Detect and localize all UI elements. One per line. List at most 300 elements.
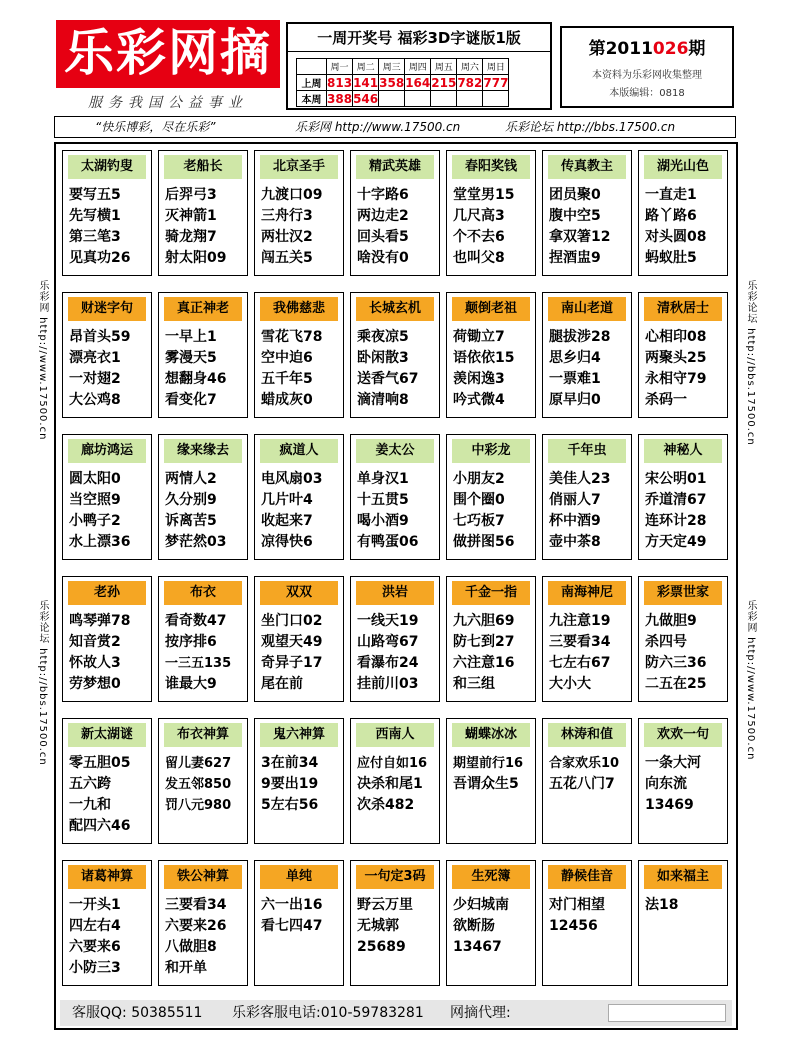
period-title bbox=[562, 34, 732, 59]
riddle-card-lines bbox=[165, 327, 247, 411]
riddle-line: 拿双箸12 bbox=[549, 229, 611, 245]
riddle-card bbox=[254, 576, 344, 702]
riddle-line: 久分别9 bbox=[165, 492, 217, 508]
riddle-card bbox=[542, 434, 632, 560]
riddle-line: 和开单 bbox=[165, 960, 207, 976]
riddle-line: 一线天19 bbox=[357, 613, 419, 629]
riddle-card bbox=[350, 860, 440, 986]
riddle-line bbox=[645, 958, 727, 979]
riddle-line: 堂堂男15 bbox=[453, 187, 515, 203]
riddle-line: 三要看34 bbox=[165, 897, 227, 913]
riddle-card-title: 中彩龙 bbox=[452, 439, 530, 463]
riddle-line: 吾谓众生5 bbox=[453, 776, 519, 792]
riddle-card-title: 廊坊鸿运 bbox=[68, 439, 146, 463]
riddle-card-lines bbox=[69, 895, 151, 979]
riddle-line: 见真功26 bbox=[69, 250, 131, 266]
riddle-line: 六要来26 bbox=[165, 918, 227, 934]
riddle-line: 闯五关5 bbox=[261, 250, 313, 266]
logo-text: 乐彩网摘 bbox=[64, 24, 272, 82]
riddle-line: 欲断肠 bbox=[453, 918, 495, 934]
riddle-line: 方天定49 bbox=[645, 534, 707, 550]
this-week-row bbox=[297, 91, 509, 107]
riddle-line bbox=[453, 958, 535, 979]
riddle-line: 五六跨 bbox=[69, 776, 111, 792]
riddle-card bbox=[158, 434, 248, 560]
riddle-line: 后羿弓3 bbox=[165, 187, 217, 203]
riddle-line: 空中迫6 bbox=[261, 350, 313, 366]
riddle-card-title: 如来福主 bbox=[644, 865, 722, 889]
riddle-card-title: 太湖钓叟 bbox=[68, 155, 146, 179]
riddle-line: 3在前34 bbox=[261, 755, 319, 771]
slogan-quote: “快乐博彩，尽在乐彩” bbox=[95, 120, 216, 134]
riddle-line: 罚八元980 bbox=[165, 798, 232, 813]
riddle-line: 和三组 bbox=[453, 676, 495, 692]
riddle-line bbox=[357, 816, 439, 837]
riddle-line: 啥没有0 bbox=[357, 250, 409, 266]
riddle-line: 劳梦想0 bbox=[69, 676, 121, 692]
riddle-card-lines bbox=[357, 185, 439, 269]
riddle-card bbox=[158, 292, 248, 418]
riddle-line: 七巧板7 bbox=[453, 513, 505, 529]
riddle-line: 三要看34 bbox=[549, 634, 611, 650]
riddle-card-title: 彩票世家 bbox=[644, 581, 722, 605]
riddle-card-title: 南海神尼 bbox=[548, 581, 626, 605]
riddle-line: 圆太阳0 bbox=[69, 471, 121, 487]
riddle-line: 知音赏2 bbox=[69, 634, 121, 650]
day-header: 周三 bbox=[379, 59, 405, 75]
riddle-line: 腿拔涉28 bbox=[549, 329, 611, 345]
riddle-line: 个不去6 bbox=[453, 229, 505, 245]
riddle-line: 荷锄立7 bbox=[453, 329, 505, 345]
draw-number bbox=[405, 91, 431, 107]
riddle-card-title: 缘来缘去 bbox=[164, 439, 242, 463]
riddle-line: 挂前川03 bbox=[357, 676, 419, 692]
riddle-card-title: 单纯 bbox=[260, 865, 338, 889]
riddle-line: 原早归0 bbox=[549, 392, 601, 408]
draw-number: 777 bbox=[483, 75, 509, 90]
riddle-line: 十五贯5 bbox=[357, 492, 409, 508]
riddle-card-lines bbox=[165, 185, 247, 269]
riddle-line: 送香气67 bbox=[357, 371, 419, 387]
riddle-line: 蚂蚁肚5 bbox=[645, 250, 697, 266]
riddle-card bbox=[542, 860, 632, 986]
riddle-line: 射太阳09 bbox=[165, 250, 227, 266]
draw-number: 813 bbox=[327, 75, 353, 90]
riddle-line bbox=[261, 937, 343, 958]
riddle-line: 也叫父8 bbox=[453, 250, 505, 266]
footer-bar bbox=[60, 1000, 732, 1026]
riddle-line: 七左右67 bbox=[549, 655, 611, 671]
riddle-line bbox=[645, 916, 727, 937]
riddle-card bbox=[62, 576, 152, 702]
riddle-card-title: 湖光山色 bbox=[644, 155, 722, 179]
riddle-line: 杯中酒9 bbox=[549, 513, 601, 529]
riddle-card-lines bbox=[261, 185, 343, 269]
riddle-card-lines bbox=[261, 611, 343, 695]
riddle-card bbox=[350, 434, 440, 560]
riddle-line: 发五邻850 bbox=[165, 777, 232, 792]
riddle-line: 小朋友2 bbox=[453, 471, 505, 487]
riddle-line: 期望前行16 bbox=[453, 756, 524, 771]
riddle-line: 小鸭子2 bbox=[69, 513, 121, 529]
riddle-line: 两聚头25 bbox=[645, 350, 707, 366]
riddle-line: 几片叶4 bbox=[261, 492, 313, 508]
riddle-line: 九做胆9 bbox=[645, 613, 697, 629]
riddle-card bbox=[446, 576, 536, 702]
riddle-line: 收起来7 bbox=[261, 513, 313, 529]
riddle-card-lines bbox=[69, 611, 151, 695]
riddle-line: 心相印08 bbox=[645, 329, 707, 345]
last-week-row bbox=[297, 75, 509, 91]
riddle-card bbox=[638, 150, 728, 276]
forum-link[interactable]: 乐彩论坛 http://bbs.17500.cn bbox=[505, 120, 676, 134]
riddle-line: 杀码一 bbox=[645, 392, 687, 408]
riddle-card-title: 北京圣手 bbox=[260, 155, 338, 179]
riddle-card-title: 铁公神算 bbox=[164, 865, 242, 889]
riddle-card bbox=[638, 860, 728, 986]
side-text-right-top: 乐彩论坛 http://bbs.17500.cn bbox=[745, 280, 756, 446]
riddle-line: 回头看5 bbox=[357, 229, 409, 245]
riddle-card-title: 长城玄机 bbox=[356, 297, 434, 321]
riddle-card-title: 真正神老 bbox=[164, 297, 242, 321]
riddle-line: 九注意19 bbox=[549, 613, 611, 629]
riddle-card bbox=[638, 576, 728, 702]
riddle-line: 坐门口02 bbox=[261, 613, 323, 629]
side-text-right-bottom: 乐彩网 http://www.17500.cn bbox=[745, 600, 756, 761]
riddle-line: 看瀑布24 bbox=[357, 655, 419, 671]
riddle-line: 5左右56 bbox=[261, 797, 319, 813]
riddle-line: 两边走2 bbox=[357, 208, 409, 224]
day-header: 周日 bbox=[483, 59, 509, 75]
riddle-line: 无城郭 bbox=[357, 918, 399, 934]
riddle-line: 第三笔3 bbox=[69, 229, 121, 245]
draw-number: 782 bbox=[457, 75, 483, 90]
period-suffix: 期 bbox=[688, 39, 706, 59]
riddle-line: 一票难1 bbox=[549, 371, 601, 387]
riddle-line: 当空照9 bbox=[69, 492, 121, 508]
riddle-card bbox=[446, 150, 536, 276]
riddle-line: 怀故人3 bbox=[69, 655, 121, 671]
draw-number bbox=[457, 91, 483, 107]
riddle-line: 围个圈0 bbox=[453, 492, 505, 508]
riddle-line: 四左右4 bbox=[69, 918, 121, 934]
riddle-line: 十字路6 bbox=[357, 187, 409, 203]
riddle-card-title: 布衣 bbox=[164, 581, 242, 605]
draw-number bbox=[431, 91, 457, 107]
riddle-line bbox=[357, 958, 439, 979]
riddle-line: 要写五5 bbox=[69, 187, 121, 203]
riddle-card-title: 西南人 bbox=[356, 723, 434, 747]
riddle-card-lines bbox=[549, 469, 631, 553]
riddle-line: 二五在25 bbox=[645, 676, 707, 692]
riddle-card bbox=[254, 860, 344, 986]
riddle-line: 按序排6 bbox=[165, 634, 217, 650]
riddle-card-title: 新太湖谜 bbox=[68, 723, 146, 747]
draw-results-table bbox=[296, 58, 509, 107]
riddle-line: 六注意16 bbox=[453, 655, 515, 671]
riddle-card-lines bbox=[549, 611, 631, 695]
draw-results-title: 一周开奖号 福彩3D字谜版1版 bbox=[288, 24, 550, 52]
riddle-card bbox=[446, 292, 536, 418]
draw-number bbox=[483, 91, 509, 107]
riddle-line bbox=[645, 937, 727, 958]
riddle-line: 蜡成灰0 bbox=[261, 392, 313, 408]
riddle-card-title: 南山老道 bbox=[548, 297, 626, 321]
riddle-card-lines bbox=[453, 327, 535, 411]
riddle-line: 有鸭蛋06 bbox=[357, 534, 419, 550]
draw-number bbox=[379, 91, 405, 107]
riddle-card-lines bbox=[549, 753, 631, 837]
riddle-card-lines bbox=[645, 895, 727, 979]
riddle-line: 团员聚0 bbox=[549, 187, 601, 203]
riddle-line bbox=[453, 816, 535, 837]
day-header: 周五 bbox=[431, 59, 457, 75]
service-phone: 乐彩客服电话:010-59783281 bbox=[232, 1005, 424, 1021]
riddle-card bbox=[254, 150, 344, 276]
riddle-line: 六要来6 bbox=[69, 939, 121, 955]
riddle-line: 合家欢乐10 bbox=[549, 756, 620, 771]
riddle-line: 诉离苦5 bbox=[165, 513, 217, 529]
riddle-line: 水上漂36 bbox=[69, 534, 131, 550]
service-qq: 客服QQ: 50385511 bbox=[72, 1005, 203, 1021]
riddle-card-title: 清秋居士 bbox=[644, 297, 722, 321]
riddle-card-title: 我佛慈悲 bbox=[260, 297, 338, 321]
riddle-line: 一开头1 bbox=[69, 897, 121, 913]
riddle-card-title: 疯道人 bbox=[260, 439, 338, 463]
riddle-card-lines bbox=[69, 753, 151, 837]
riddle-line: 五千年5 bbox=[261, 371, 313, 387]
riddle-card-lines bbox=[645, 611, 727, 695]
riddle-line: 决杀和尾1 bbox=[357, 776, 423, 792]
riddle-line bbox=[261, 816, 343, 837]
riddle-line: 一条大河 bbox=[645, 755, 701, 771]
riddle-card-title: 蝴蝶冰冰 bbox=[452, 723, 530, 747]
riddle-card-lines bbox=[69, 327, 151, 411]
riddle-card-lines bbox=[645, 327, 727, 411]
riddle-card-lines bbox=[357, 753, 439, 837]
riddle-card-lines bbox=[165, 469, 247, 553]
side-text-left-bottom: 乐彩论坛 http://bbs.17500.cn bbox=[37, 600, 48, 766]
riddle-card-title: 传真教主 bbox=[548, 155, 626, 179]
riddle-line: 思乡归4 bbox=[549, 350, 601, 366]
riddle-card bbox=[158, 718, 248, 844]
riddle-line: 昂首头59 bbox=[69, 329, 131, 345]
riddle-line: 六一出16 bbox=[261, 897, 323, 913]
riddle-card-lines bbox=[69, 469, 151, 553]
riddle-line: 应付自如16 bbox=[357, 756, 428, 771]
riddle-card-lines bbox=[165, 753, 247, 837]
draw-number: 546 bbox=[353, 91, 379, 106]
riddle-card-lines bbox=[549, 327, 631, 411]
riddle-line: 连环计28 bbox=[645, 513, 707, 529]
riddle-line: 做拼图56 bbox=[453, 534, 515, 550]
riddle-card bbox=[62, 434, 152, 560]
this-week-label: 本周 bbox=[297, 91, 327, 107]
riddle-line: 大小大 bbox=[549, 676, 591, 692]
riddle-card-lines bbox=[645, 185, 727, 269]
riddle-card-title: 千金一指 bbox=[452, 581, 530, 605]
riddle-card-title: 双双 bbox=[260, 581, 338, 605]
riddle-line: 山路弯67 bbox=[357, 634, 419, 650]
riddle-card bbox=[446, 718, 536, 844]
riddle-line: 三舟行3 bbox=[261, 208, 313, 224]
table-corner bbox=[297, 59, 327, 75]
riddle-card-lines bbox=[357, 895, 439, 979]
period-number: 026 bbox=[652, 39, 689, 59]
riddle-card-lines bbox=[453, 469, 535, 553]
riddle-card-title: 欢欢一句 bbox=[644, 723, 722, 747]
riddle-line: 一对翅2 bbox=[69, 371, 121, 387]
riddle-line bbox=[549, 816, 631, 837]
day-header: 周六 bbox=[457, 59, 483, 75]
riddle-line: 吟式微4 bbox=[453, 392, 505, 408]
agent-box bbox=[608, 1004, 726, 1022]
riddle-card-title: 林涛和值 bbox=[548, 723, 626, 747]
logo bbox=[56, 20, 280, 112]
riddle-card bbox=[62, 718, 152, 844]
riddle-line: 骑龙翔7 bbox=[165, 229, 217, 245]
riddle-card bbox=[542, 150, 632, 276]
riddle-line: 奇异子17 bbox=[261, 655, 323, 671]
riddle-card-lines bbox=[261, 469, 343, 553]
riddle-card-title: 老孙 bbox=[68, 581, 146, 605]
riddle-line: 少妇城南 bbox=[453, 897, 509, 913]
riddle-card bbox=[62, 292, 152, 418]
riddle-line: 配四六46 bbox=[69, 818, 131, 834]
riddle-line: 八做胆8 bbox=[165, 939, 217, 955]
riddle-line: 13467 bbox=[453, 939, 502, 955]
riddle-line: 喝小酒9 bbox=[357, 513, 409, 529]
draw-number: 388 bbox=[327, 91, 353, 106]
riddle-line: 美佳人23 bbox=[549, 471, 611, 487]
riddle-line: 俏丽人7 bbox=[549, 492, 601, 508]
riddle-line: 凉得快6 bbox=[261, 534, 313, 550]
riddle-line bbox=[261, 958, 343, 979]
riddle-card-lines bbox=[261, 753, 343, 837]
day-header: 周一 bbox=[327, 59, 353, 75]
riddle-card bbox=[350, 150, 440, 276]
site-link[interactable]: 乐彩网 http://www.17500.cn bbox=[295, 120, 461, 134]
riddle-line bbox=[645, 816, 727, 837]
riddle-card bbox=[350, 576, 440, 702]
riddle-card-lines bbox=[357, 611, 439, 695]
riddle-line: 九六胆69 bbox=[453, 613, 515, 629]
riddle-line bbox=[165, 816, 247, 837]
riddle-line: 卧闲散3 bbox=[357, 350, 409, 366]
riddle-line: 九渡口09 bbox=[261, 187, 323, 203]
riddle-card-lines bbox=[453, 895, 535, 979]
riddle-line: 两情人2 bbox=[165, 471, 217, 487]
riddle-line: 防六三36 bbox=[645, 655, 707, 671]
day-header: 周二 bbox=[353, 59, 379, 75]
riddle-line: 谁最大9 bbox=[165, 676, 217, 692]
riddle-line: 永相守79 bbox=[645, 371, 707, 387]
riddle-card bbox=[254, 718, 344, 844]
riddle-line: 想翻身46 bbox=[165, 371, 227, 387]
riddle-line: 捏酒盅9 bbox=[549, 250, 601, 266]
riddle-line: 乔道清67 bbox=[645, 492, 707, 508]
riddle-line: 一直走1 bbox=[645, 187, 697, 203]
riddle-card-title: 诸葛神算 bbox=[68, 865, 146, 889]
logo-slogan: 服务我国公益事业 bbox=[88, 95, 248, 111]
riddle-line: 腹中空5 bbox=[549, 208, 601, 224]
riddle-line bbox=[549, 937, 631, 958]
riddle-card-title: 鬼六神算 bbox=[260, 723, 338, 747]
slogan-bar bbox=[54, 116, 736, 138]
riddle-card-lines bbox=[645, 469, 727, 553]
riddle-line: 羡闲逸3 bbox=[453, 371, 505, 387]
riddle-card-title: 精武英雄 bbox=[356, 155, 434, 179]
riddle-line: 壶中茶8 bbox=[549, 534, 601, 550]
riddle-card-lines bbox=[453, 185, 535, 269]
riddle-line: 雾漫天5 bbox=[165, 350, 217, 366]
riddle-card bbox=[158, 860, 248, 986]
riddle-card-lines bbox=[645, 753, 727, 837]
draw-number: 358 bbox=[379, 75, 405, 90]
riddle-card bbox=[542, 576, 632, 702]
riddle-card-title: 洪岩 bbox=[356, 581, 434, 605]
riddle-line: 雪花飞78 bbox=[261, 329, 323, 345]
riddle-card bbox=[62, 150, 152, 276]
agent-label: 网摘代理: bbox=[450, 1005, 511, 1021]
riddle-card-lines bbox=[453, 611, 535, 695]
riddle-card bbox=[446, 434, 536, 560]
riddle-line: 9要出19 bbox=[261, 776, 319, 792]
riddle-card-title: 布衣神算 bbox=[164, 723, 242, 747]
riddle-card bbox=[62, 860, 152, 986]
editor-note: 本版编辑：0818 bbox=[609, 88, 685, 99]
riddle-line: 一三五135 bbox=[165, 656, 232, 671]
riddle-card-lines bbox=[357, 469, 439, 553]
riddle-card-title: 姜太公 bbox=[356, 439, 434, 463]
riddle-card-lines bbox=[261, 895, 343, 979]
riddle-card-lines bbox=[453, 753, 535, 837]
draw-number: 164 bbox=[405, 75, 431, 90]
riddle-card-lines bbox=[165, 895, 247, 979]
riddle-line: 野云万里 bbox=[357, 897, 413, 913]
side-text-left-top: 乐彩网 http://www.17500.cn bbox=[37, 280, 48, 441]
last-week-label: 上周 bbox=[297, 75, 327, 91]
riddle-line: 小防三3 bbox=[69, 960, 121, 976]
riddle-card-lines bbox=[549, 895, 631, 979]
riddle-line: 12456 bbox=[549, 918, 598, 934]
riddle-line: 25689 bbox=[357, 939, 406, 955]
riddle-line: 乘夜凉5 bbox=[357, 329, 409, 345]
riddle-line: 留儿妻627 bbox=[165, 756, 232, 771]
riddle-card bbox=[158, 576, 248, 702]
riddle-line: 漂亮衣1 bbox=[69, 350, 121, 366]
riddle-line: 13469 bbox=[645, 797, 694, 813]
riddle-card-title: 春阳奖钱 bbox=[452, 155, 530, 179]
day-header: 周四 bbox=[405, 59, 431, 75]
riddle-line: 鸣琴弹78 bbox=[69, 613, 131, 629]
riddle-line: 语依依15 bbox=[453, 350, 515, 366]
riddle-line: 一九和 bbox=[69, 797, 111, 813]
riddle-card-lines bbox=[549, 185, 631, 269]
riddle-line: 防七到27 bbox=[453, 634, 515, 650]
riddle-card-title: 静候佳音 bbox=[548, 865, 626, 889]
riddle-card-title: 生死簿 bbox=[452, 865, 530, 889]
riddle-card bbox=[638, 718, 728, 844]
riddle-line: 看七四47 bbox=[261, 918, 323, 934]
draw-results-panel bbox=[286, 22, 552, 110]
draw-days-row bbox=[297, 59, 509, 75]
riddle-card bbox=[350, 718, 440, 844]
riddle-line: 观望天49 bbox=[261, 634, 323, 650]
riddle-line: 五花八门7 bbox=[549, 776, 615, 792]
riddle-line: 向东流 bbox=[645, 776, 687, 792]
riddle-card-lines bbox=[165, 611, 247, 695]
